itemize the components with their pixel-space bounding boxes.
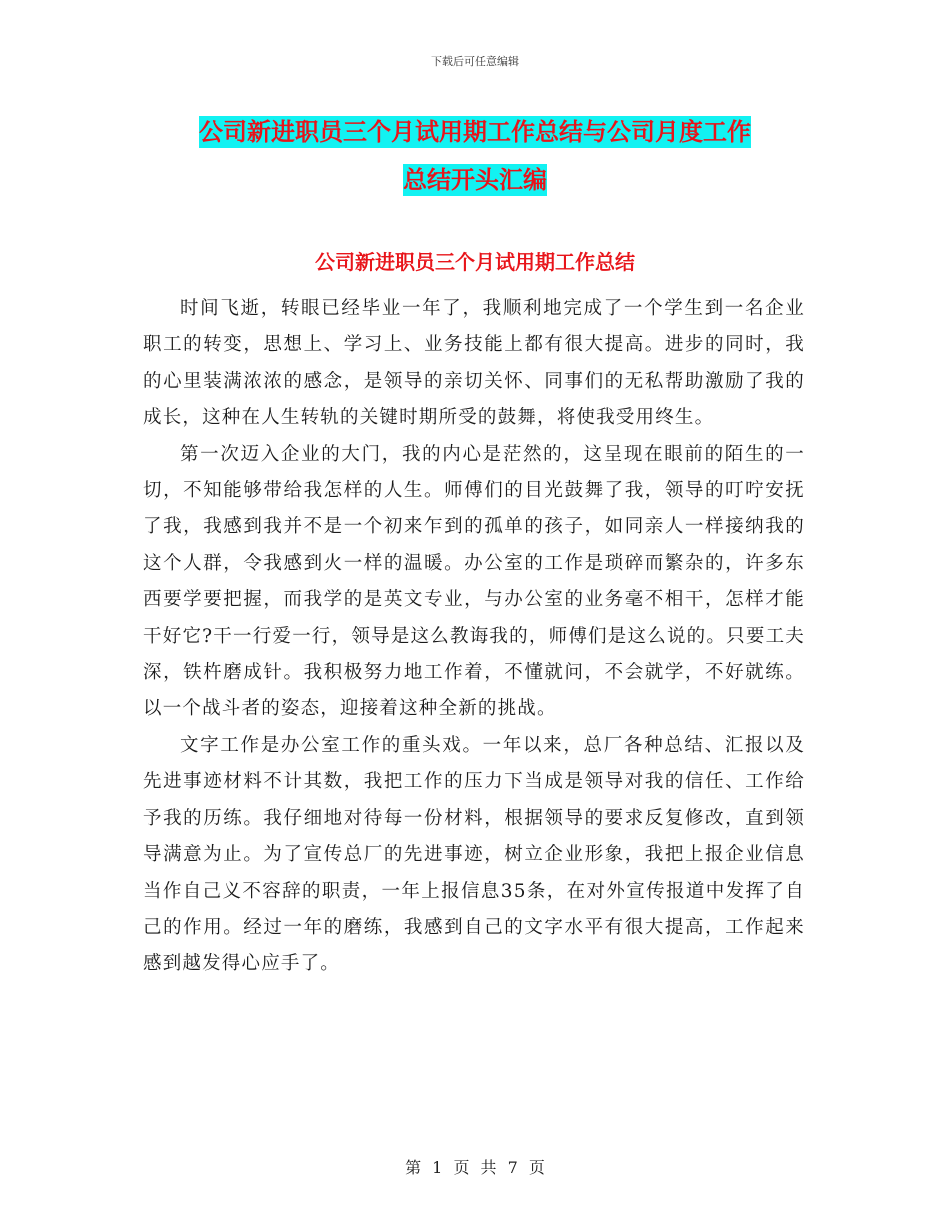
document-title-line-2: 总结开头汇编 — [403, 166, 547, 194]
document-body — [143, 291, 805, 983]
page-footer: 第 1 页 共 7 页 — [405, 1158, 545, 1177]
section-title: 公司新进职员三个月试用期工作总结 — [315, 250, 635, 274]
document-title-line-1: 公司新进职员三个月试用期工作总结与公司月度工作 — [199, 118, 751, 146]
paragraph-1: 时间飞逝，转眼已经毕业一年了，我顺利地完成了一个学生到一名企业职工的转变，思想上、学习上、业务技能上都有很大提高。进步的同时，我的心里装满浓浓的感念，是领导的亲切关怀、同事们的无私帮助激励了我的成长，这种在人生转轨的关键时期所受的鼓舞，将使我受用终生。 — [143, 298, 805, 429]
paragraph-2: 第一次迈入企业的大门，我的内心是茫然的，这呈现在眼前的陌生的一切，不知能够带给我怎样的人生。师傅们的目光鼓舞了我，领导的叮咛安抚了我，我感到我并不是一个初来乍到的孤单的孩子，如同亲人一样接纳我的这个人群，令我感到火一样的温暖。办公室的工作是琐碎而繁杂的，许多东西要学要把握，而我学的是英文专业，与办公室的业务毫不相干，怎样才能干好它?干一行爱一行，领导是这么教诲我的，师傅们是这么说的。只要工夫深，铁杵磨成针。我积极努力地工作着，不懂就问，不会就学，不好就练。以一个战斗者的姿态，迎接着这种全新的挑战。 — [143, 443, 805, 720]
header-note: 下载后可任意编辑 — [431, 55, 519, 68]
paragraph-3: 文字工作是办公室工作的重头戏。一年以来，总厂各种总结、汇报以及先进事迹材料不计其数，我把工作的压力下当成是领导对我的信任、工作给予我的历练。我仔细地对待每一份材料，根据领导的要求反复修改，直到领导满意为止。为了宣传总厂的先进事迹，树立企业形象，我把上报企业信息当作自己义不容辞的职责，一年上报信息35条，在对外宣传报道中发挥了自己的作用。经过一年的磨练，我感到自己的文字水平有很大提高，工作起来感到越发得心应手了。 — [143, 734, 805, 975]
document-title — [140, 108, 810, 204]
